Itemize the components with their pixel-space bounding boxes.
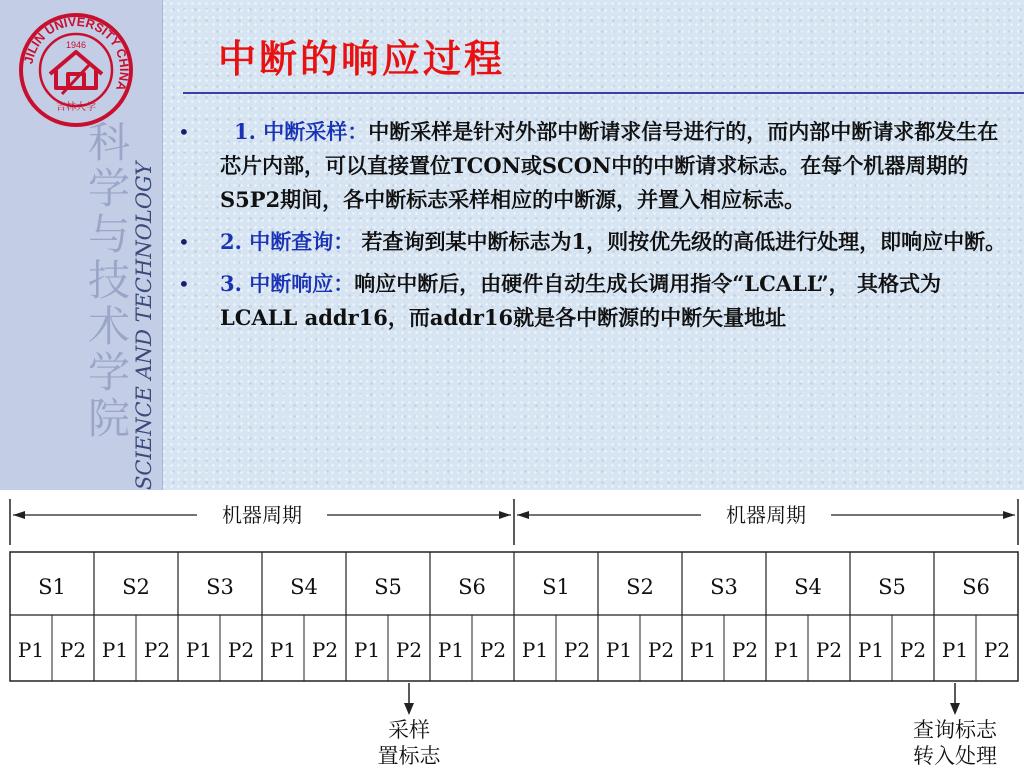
state-label: S1	[542, 575, 570, 599]
phase-label: P1	[101, 638, 129, 662]
phase-label: P2	[983, 638, 1011, 662]
state-label: S5	[374, 575, 402, 599]
bullet-text: 若查询到某中断标志为1，则按优先级的高低进行处理，即响应中断。	[354, 229, 1007, 254]
phase-label: P1	[605, 638, 633, 662]
bullet-item	[178, 267, 1008, 335]
state-grid	[10, 552, 1018, 681]
machine-cycle-row	[10, 499, 1018, 545]
state-label: S4	[794, 575, 822, 599]
phase-label: P2	[311, 638, 339, 662]
phase-label: P1	[269, 638, 297, 662]
machine-cycle-label: 机器周期	[222, 503, 302, 527]
state-label: S2	[122, 575, 150, 599]
phase-label: P1	[17, 638, 45, 662]
timing-diagram	[0, 485, 1024, 768]
bullet-dot: •	[178, 230, 190, 254]
state-label: S3	[206, 575, 234, 599]
side-chinese-text: 科学与技术学院	[82, 120, 131, 442]
bullet-dot: •	[178, 272, 190, 296]
bullet-item	[178, 225, 1008, 259]
bullet-label: 2. 中断查询：	[220, 229, 355, 254]
phase-label: P1	[185, 638, 213, 662]
state-label: S6	[458, 575, 486, 599]
phase-label: P2	[479, 638, 507, 662]
state-label: S4	[290, 575, 318, 599]
bullet-label: 1. 中断采样：	[234, 119, 369, 144]
bullet-list	[178, 115, 1008, 343]
logo-ring-text: JILIN UNIVERSITY CHINA	[21, 14, 132, 93]
arrow-down-icon	[404, 703, 414, 715]
phase-label: P1	[353, 638, 381, 662]
phase-label: P2	[59, 638, 87, 662]
logo-motto: 吉林大学	[56, 102, 96, 113]
arrow-down-icon	[950, 703, 960, 715]
logo-year: 1946	[65, 40, 87, 50]
phase-label: P1	[857, 638, 885, 662]
phase-label: P2	[227, 638, 255, 662]
phase-label: P1	[941, 638, 969, 662]
title-divider	[183, 92, 1024, 94]
machine-cycle-label: 机器周期	[726, 503, 806, 527]
phase-label: P1	[437, 638, 465, 662]
phase-label: P2	[647, 638, 675, 662]
bullet-text: 中断采样是针对外部中断请求信号进行的，而内部中断请求都发生在芯片内部，可以直接置位TCON或SCON中的中断请求标志。在每个机器周期的S5P2期间，各中断标志采样相应的中断源，并置入相应标志。	[220, 119, 999, 212]
arrow-left-icon	[517, 511, 529, 519]
phase-label: P1	[521, 638, 549, 662]
state-label: S5	[878, 575, 906, 599]
state-label: S3	[710, 575, 738, 599]
state-label: S1	[38, 575, 66, 599]
phase-label: P2	[815, 638, 843, 662]
event-note: 置标志	[377, 744, 441, 768]
phase-label: P2	[899, 638, 927, 662]
bullet-item	[178, 115, 1008, 217]
phase-label: P2	[395, 638, 423, 662]
event-note: 采样	[388, 718, 430, 742]
slide-title: 中断的响应过程	[218, 36, 506, 81]
side-english-text: SCIENCE AND TECHNOLOGY	[132, 161, 156, 490]
arrow-left-icon	[13, 511, 25, 519]
phase-label: P1	[773, 638, 801, 662]
phase-label: P2	[143, 638, 171, 662]
bullet-dot: •	[178, 120, 190, 144]
arrow-right-icon	[1003, 511, 1015, 519]
state-label: S6	[962, 575, 990, 599]
arrow-right-icon	[499, 511, 511, 519]
phase-label: P2	[563, 638, 591, 662]
phase-label: P1	[689, 638, 717, 662]
event-arrows	[378, 683, 998, 768]
event-note: 查询标志	[913, 718, 997, 742]
event-note: 转入处理	[913, 744, 997, 768]
bullet-label: 3. 中断响应：	[220, 271, 355, 296]
state-label: S2	[626, 575, 654, 599]
phase-label: P2	[731, 638, 759, 662]
bullet-text: 响应中断后，由硬件自动生成长调用指令“LCALL”， 其格式为LCALL addr16，而addr16就是各中断源的中断矢量地址	[220, 271, 941, 330]
